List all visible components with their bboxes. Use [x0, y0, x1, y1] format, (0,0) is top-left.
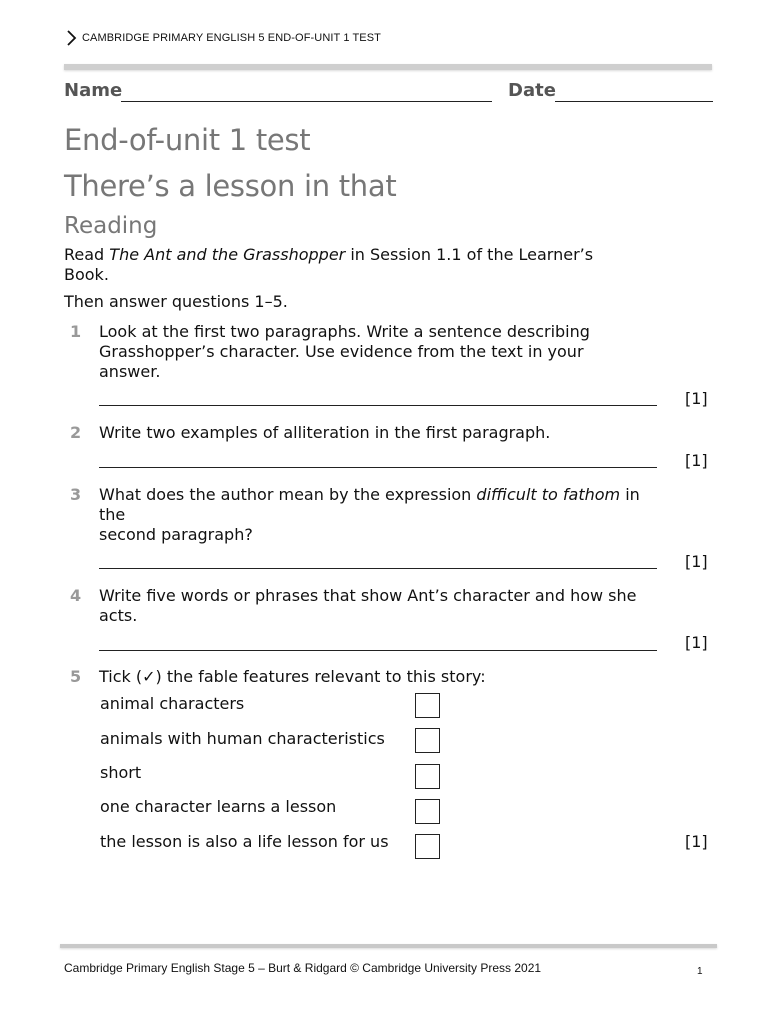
option-label: short	[100, 763, 142, 782]
name-field[interactable]	[121, 101, 492, 102]
question-mark: [1]	[685, 552, 708, 571]
instruction-suffix: in Session 1.1 of the Learner’s	[345, 245, 594, 264]
question-line: in	[620, 485, 640, 504]
question-line: second paragraph?	[99, 525, 253, 544]
date-label: Date	[508, 80, 556, 101]
question-mark: [1]	[685, 832, 708, 851]
tick-checkbox[interactable]	[415, 799, 440, 824]
question-line: Write two examples of alliteration in the first paragraph.	[99, 423, 551, 442]
footer-credit: Cambridge Primary English Stage 5 – Burt & Ridgard © Cambridge University Press 2021	[64, 961, 542, 975]
unit-subtitle: There’s a lesson in that	[64, 169, 397, 203]
question-line: answer.	[99, 362, 161, 381]
unit-title: End-of-unit 1 test	[64, 123, 311, 157]
option-label: one character learns a lesson	[100, 797, 337, 816]
quoted-expression: difficult to fathom	[476, 485, 621, 504]
section-title: Reading	[64, 213, 158, 239]
question-number: 4	[70, 586, 82, 605]
question-mark: [1]	[685, 451, 708, 470]
question-2-text	[99, 423, 714, 443]
footer-divider	[60, 944, 717, 948]
option-label: animals with human characteristics	[100, 729, 385, 748]
name-label: Name	[64, 80, 123, 101]
answer-line-1[interactable]	[99, 405, 657, 406]
question-line: Grasshopper’s character. Use evidence from the text in your	[99, 342, 584, 361]
question-1-text	[99, 322, 714, 382]
question-number: 1	[70, 322, 82, 341]
reading-instructions	[64, 245, 714, 285]
tick-checkbox[interactable]	[415, 693, 440, 718]
running-title: CAMBRIDGE PRIMARY ENGLISH 5 END-OF-UNIT 1 TEST	[82, 32, 382, 44]
answer-instruction: Then answer questions 1–5.	[64, 292, 288, 311]
answer-line-3[interactable]	[99, 568, 657, 569]
running-header	[64, 28, 714, 48]
option-label: animal characters	[100, 694, 245, 713]
tick-checkbox[interactable]	[415, 728, 440, 753]
tick-checkbox[interactable]	[415, 764, 440, 789]
name-date-row	[64, 80, 714, 104]
question-5-text: Tick (✓) the fable features relevant to this story:	[99, 667, 486, 686]
instruction-prefix: Read	[64, 245, 110, 264]
question-number: 3	[70, 485, 82, 504]
question-line: Look at the first two paragraphs. Write a sentence describing	[99, 322, 590, 341]
question-number: 5	[70, 667, 82, 686]
question-line: Write five words or phrases that show Ant’s character and how she	[99, 586, 637, 605]
answer-line-2[interactable]	[99, 467, 657, 468]
date-field[interactable]	[555, 101, 713, 102]
question-line: the	[99, 505, 126, 524]
question-mark: [1]	[685, 389, 708, 408]
answer-line-4[interactable]	[99, 650, 657, 651]
question-line: acts.	[99, 606, 138, 625]
chevron-right-icon	[64, 29, 78, 47]
question-mark: [1]	[685, 633, 708, 652]
header-divider	[64, 64, 712, 70]
option-label: the lesson is also a life lesson for us	[100, 832, 389, 851]
story-title: The Ant and the Grasshopper	[109, 245, 346, 264]
question-number: 2	[70, 423, 82, 442]
question-line: What does the author mean by the expression	[99, 485, 477, 504]
question-3-text	[99, 485, 714, 545]
question-4-text	[99, 586, 714, 626]
instruction-line-2: Book.	[64, 265, 109, 284]
page-number: 1	[697, 966, 703, 977]
tick-checkbox[interactable]	[415, 834, 440, 859]
